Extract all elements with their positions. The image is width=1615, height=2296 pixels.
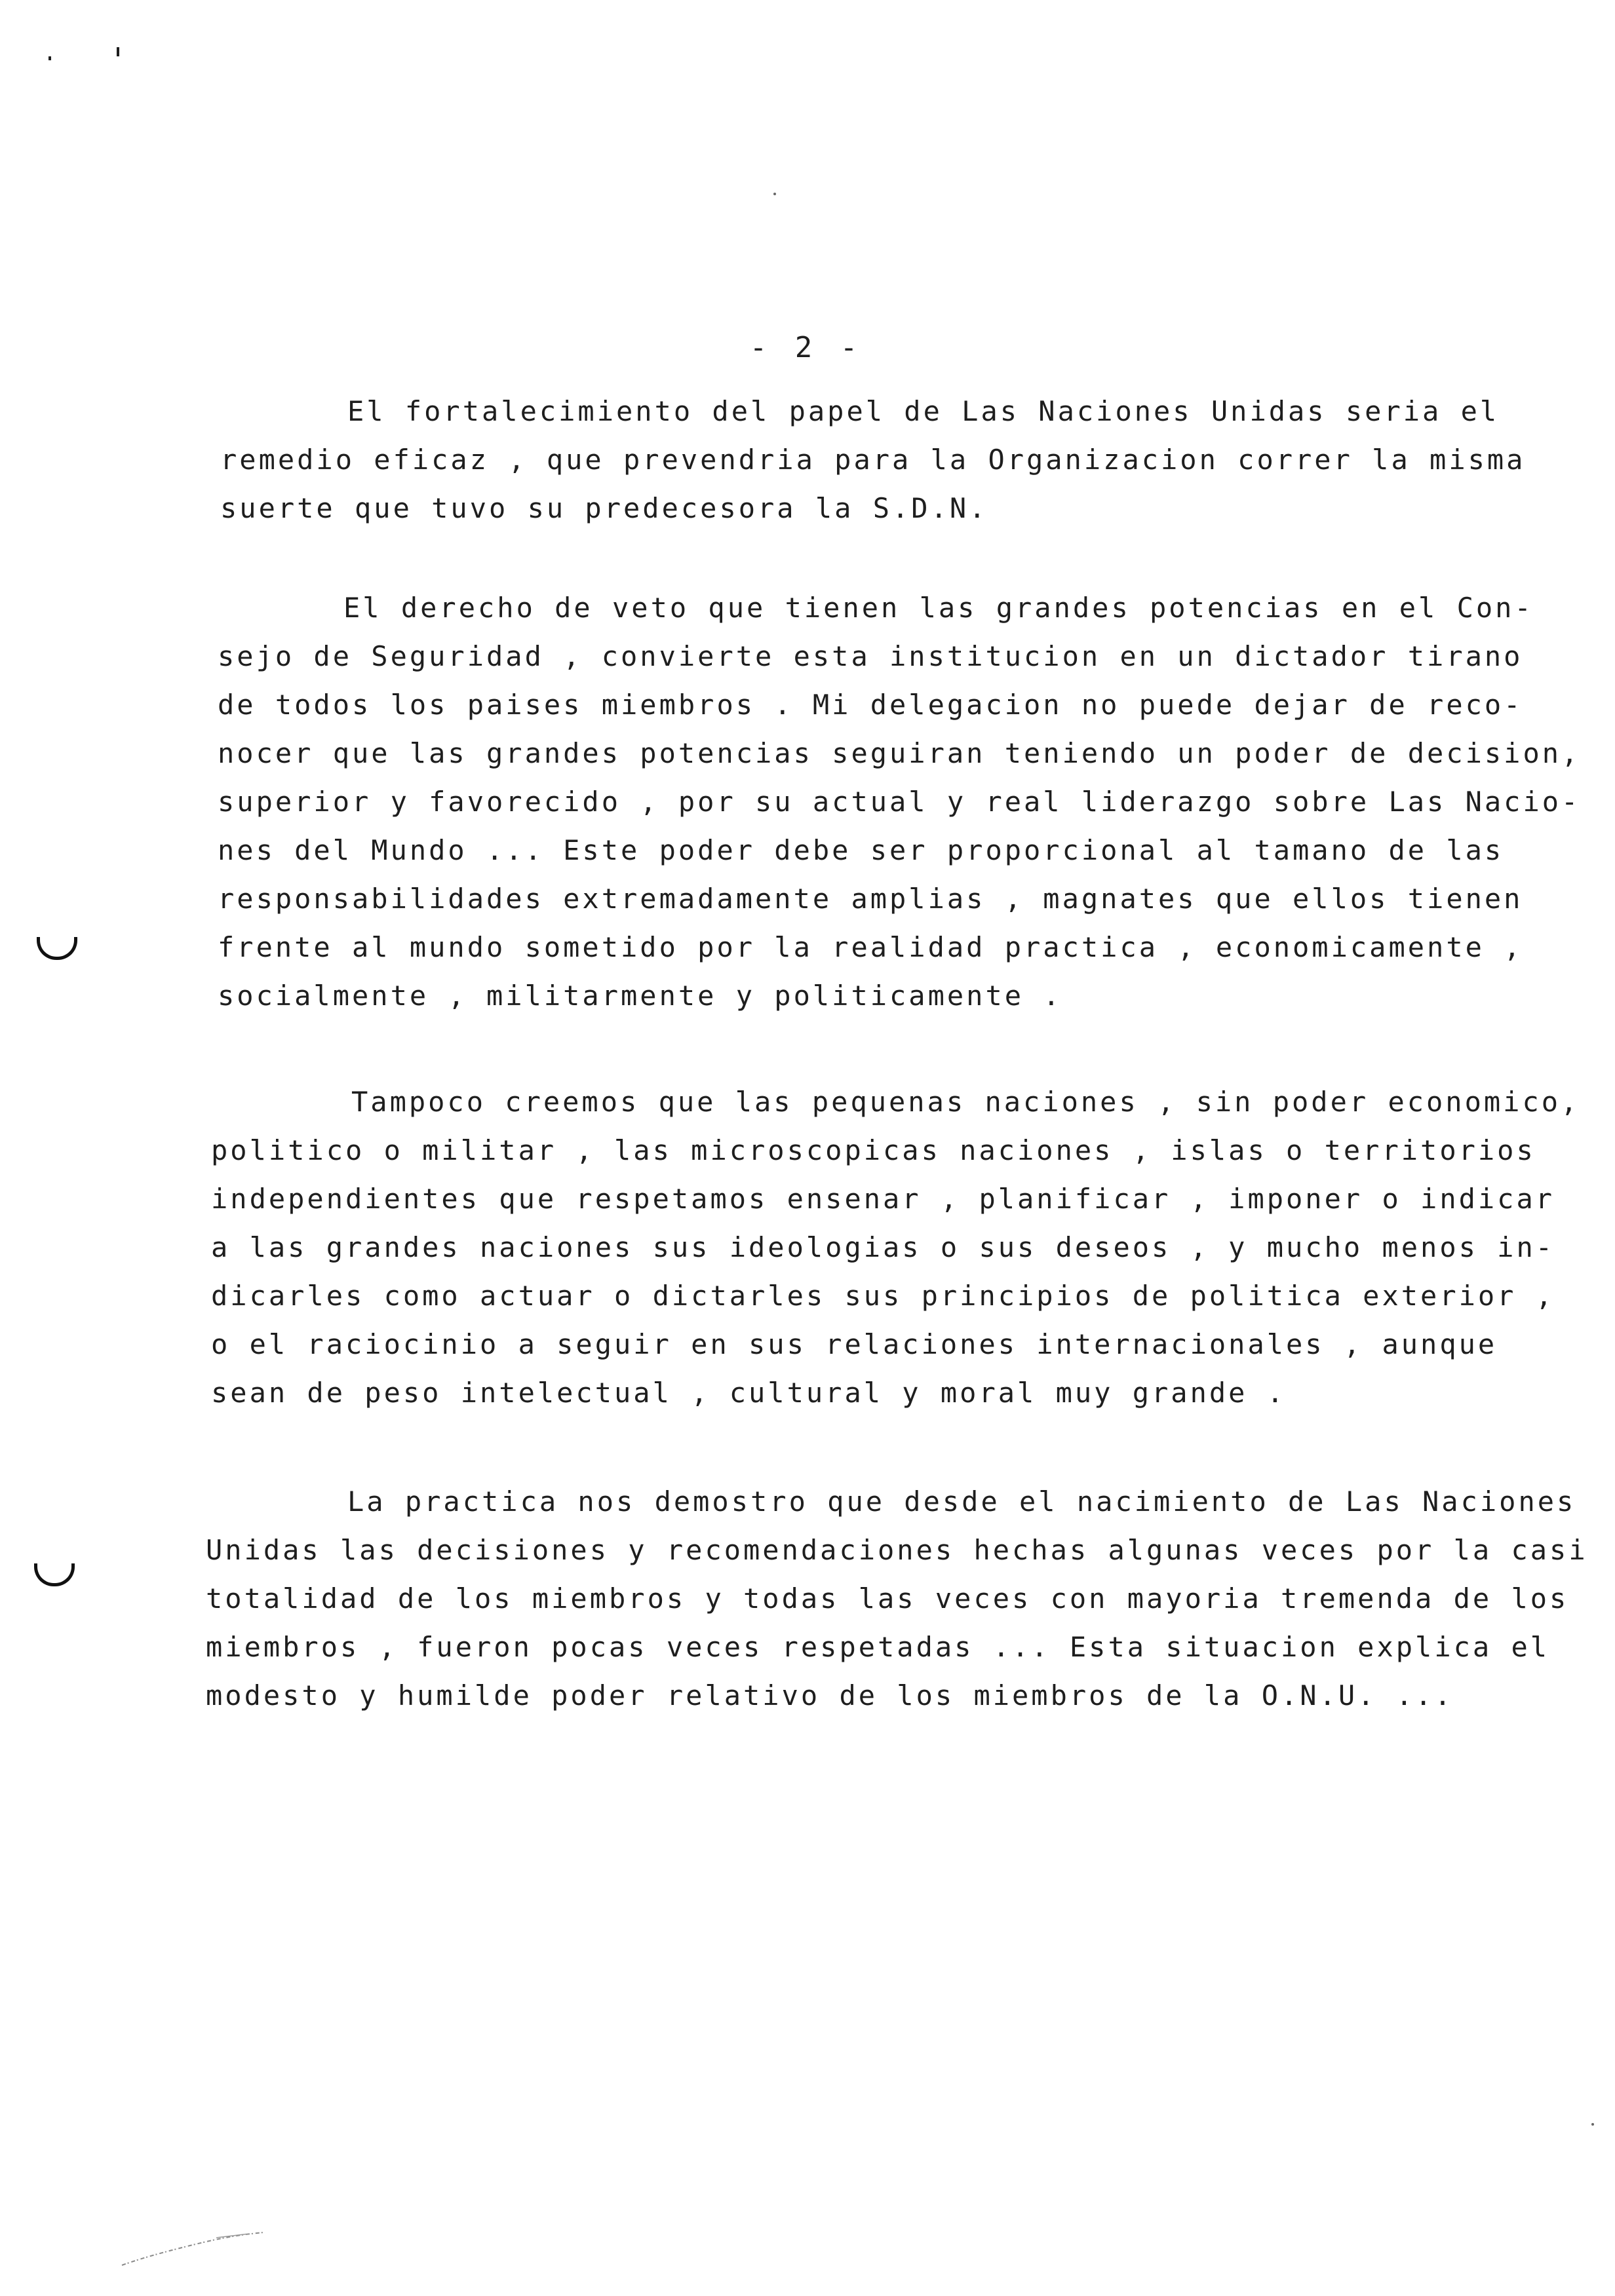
- text-line: superior y favorecido , por su actual y real liderazgo sobre Las Nacio-: [218, 786, 1581, 818]
- punch-hole-mark: [37, 937, 77, 960]
- scan-speck: [773, 193, 776, 195]
- page-number: - 2 -: [749, 331, 863, 364]
- punch-hole-mark: [34, 1563, 75, 1586]
- text-line: miembros , fueron pocas veces respetadas ... Esta situacion explica el: [206, 1631, 1550, 1663]
- text-line: totalidad de los miembros y todas las veces con mayoria tremenda de los: [206, 1582, 1569, 1615]
- text-line: socialmente , militarmente y politicamente .: [218, 980, 1062, 1012]
- scan-mark: [49, 56, 51, 60]
- text-line: sejo de Seguridad , convierte esta institucion en un dictador tirano: [218, 640, 1523, 672]
- text-line: Tampoco creemos que las pequenas naciones , sin poder economico,: [351, 1086, 1580, 1118]
- pen-scribble: [118, 2218, 269, 2270]
- text-line: o el raciocinio a seguir en sus relaciones internacionales , aunque: [211, 1328, 1498, 1360]
- text-line: El fortalecimiento del papel de Las Naciones Unidas seria el: [347, 395, 1500, 427]
- text-line: responsabilidades extremadamente amplias , magnates que ellos tienen: [218, 883, 1523, 915]
- text-line: politico o militar , las microscopicas naciones , islas o territorios: [211, 1134, 1536, 1166]
- text-line: de todos los paises miembros . Mi delegacion no puede dejar de reco-: [218, 689, 1523, 721]
- scan-mark: [117, 47, 119, 56]
- text-line: Unidas las decisiones y recomendaciones hechas algunas veces por la casi: [206, 1534, 1588, 1566]
- text-line: a las grandes naciones sus ideologias o sus deseos , y mucho menos in-: [211, 1231, 1555, 1263]
- text-line: El derecho de veto que tienen las grandes potencias en el Con-: [343, 592, 1534, 624]
- text-line: nes del Mundo ... Este poder debe ser proporcional al tamano de las: [218, 834, 1504, 866]
- text-line: nocer que las grandes potencias seguiran teniendo un poder de decision,: [218, 737, 1581, 769]
- text-line: modesto y humilde poder relativo de los miembros de la O.N.U. ...: [206, 1679, 1454, 1712]
- text-line: sean de peso intelectual , cultural y moral muy grande .: [211, 1377, 1287, 1409]
- scan-speck: [1591, 2123, 1594, 2126]
- text-line: suerte que tuvo su predecesora la S.D.N.: [220, 492, 988, 524]
- text-line: independientes que respetamos ensenar , planificar , imponer o indicar: [211, 1183, 1555, 1215]
- text-line: dicarles como actuar o dictarles sus principios de politica exterior ,: [211, 1280, 1555, 1312]
- text-line: La practica nos demostro que desde el nacimiento de Las Naciones: [347, 1485, 1576, 1518]
- text-line: remedio eficaz , que prevendria para la Organizacion correr la misma: [220, 444, 1526, 476]
- text-line: frente al mundo sometido por la realidad practica , economicamente ,: [218, 931, 1523, 963]
